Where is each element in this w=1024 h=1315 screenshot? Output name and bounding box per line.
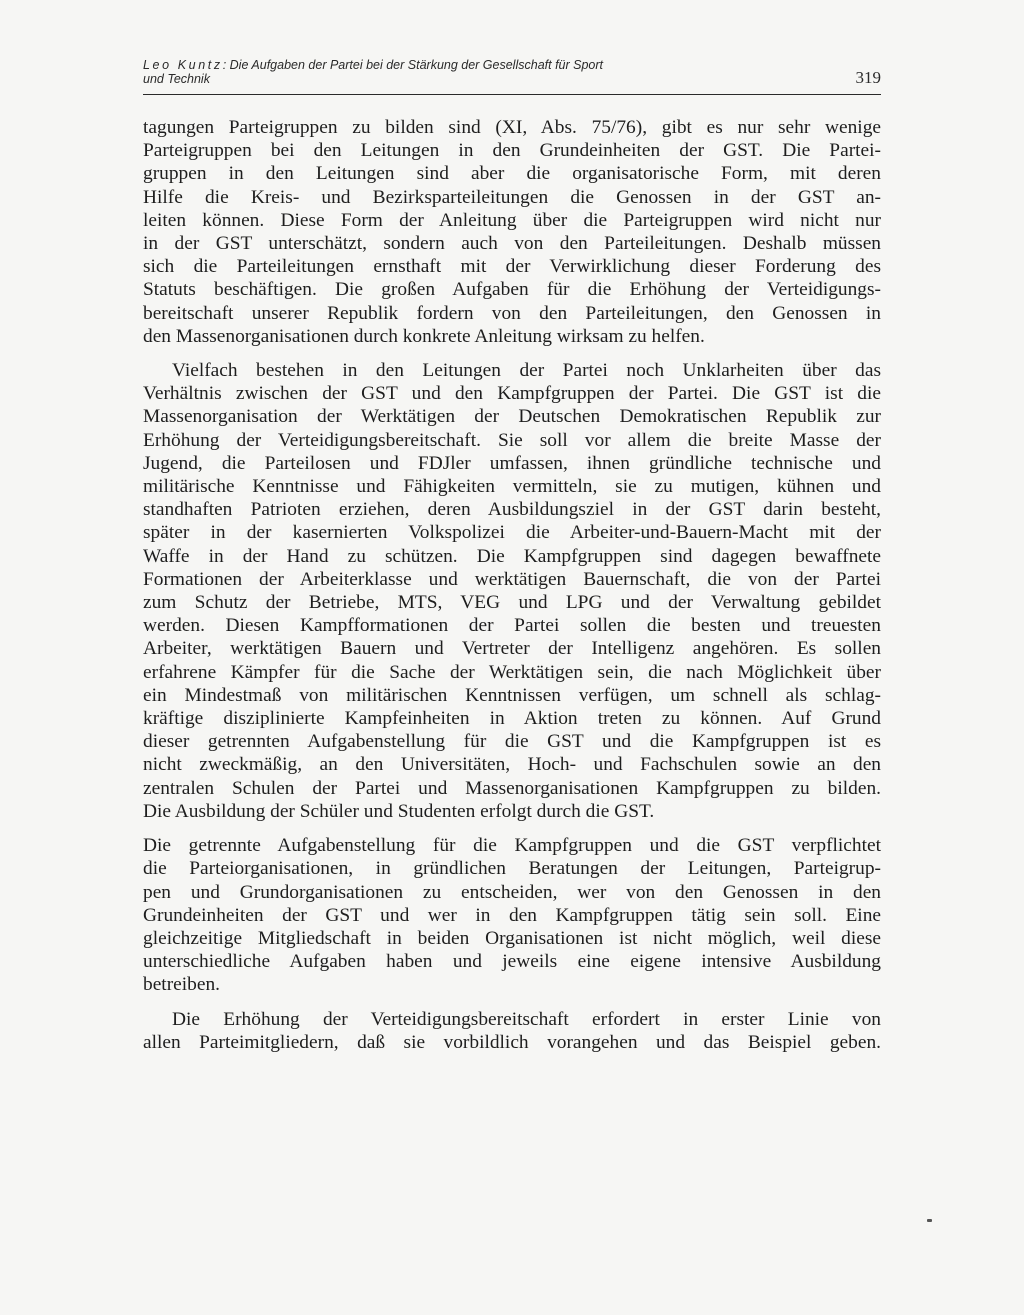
- text-line: später in der kasernierten Volkspolizei die Arbeiter-und-Bauern-Macht mit der: [143, 522, 881, 544]
- text-line: betreiben.: [143, 974, 220, 996]
- text-line: zum Schutz der Betriebe, MTS, VEG und LPG und der Verwaltung gebildet: [143, 592, 881, 614]
- header-author: Leo Kuntz: [143, 58, 223, 72]
- text-line: standhaften Patrioten erziehen, deren Ausbildungsziel in der GST darin besteht,: [143, 499, 881, 521]
- running-title: [143, 58, 783, 86]
- text-line: militärische Kenntnisse und Fähigkeiten vermitteln, sie zu mutigen, kühnen und: [143, 476, 881, 498]
- text-line: Statuts beschäftigen. Die großen Aufgaben für die Erhöhung der Verteidigungs-: [143, 279, 881, 301]
- text-line: erfahrene Kämpfer für die Sache der Werktätigen sein, die nach Möglichkeit über: [143, 661, 881, 683]
- text-line: kräftige disziplinierte Kampfeinheiten in Aktion treten zu können. Auf Grund: [143, 708, 881, 730]
- text-line: Massenorganisation der Werktätigen der Deutschen Demokratischen Republik zur: [143, 406, 881, 428]
- ink-speck: [927, 1219, 932, 1222]
- paragraph-1: [143, 116, 881, 348]
- text-line: Arbeiter, werktätigen Bauern und Vertreter der Intelligenz angehören. Es sollen: [143, 638, 881, 660]
- header-title-line-1: : Die Aufgaben der Partei bei der Stärkung der Gesellschaft für Sport: [222, 58, 604, 72]
- text-line: bereitschaft unserer Republik fordern von den Parteileitungen, den Genossen in: [143, 302, 881, 324]
- text-line: Formationen der Arbeiterklasse und werktätigen Bauernschaft, die von der Partei: [143, 568, 881, 590]
- text-line: sich die Parteileitungen ernsthaft mit der Verwirklichung dieser Forderung des: [143, 256, 881, 278]
- text-line: Die Ausbildung der Schüler und Studenten erfolgt durch die GST.: [143, 800, 655, 822]
- text-line: gruppen in den Leitungen sind aber die organisatorische Form, mit deren: [143, 163, 881, 185]
- text-line: in der GST unterschätzt, sondern auch von den Parteileitungen. Deshalb müssen: [143, 233, 881, 255]
- paragraph-2: [143, 359, 881, 823]
- text-line: allen Parteimitgliedern, daß sie vorbildlich vorangehen und das Beispiel geben.: [143, 1031, 881, 1053]
- text-line: tagungen Parteigruppen zu bilden sind (XI, Abs. 75/76), gibt es nur sehr wenige: [143, 117, 881, 138]
- text-line: Vielfach bestehen in den Leitungen der Partei noch Unklarheiten über das: [172, 360, 881, 382]
- text-line: werden. Diesen Kampfformationen der Partei sollen die besten und treuesten: [143, 615, 881, 637]
- text-line: dieser getrennten Aufgabenstellung für die GST und die Kampfgruppen ist es: [143, 731, 881, 753]
- text-line: Hilfe die Kreis- und Bezirksparteileitungen die Genossen in der GST an-: [143, 186, 881, 208]
- text-line: Die Erhöhung der Verteidigungsbereitschaft erfordert in erster Linie von: [172, 1008, 881, 1030]
- page-number: 319: [855, 68, 881, 87]
- text-line: die Parteiorganisationen, in gründlichen Beratungen der Leitungen, Parteigrup-: [143, 858, 881, 880]
- text-line: pen und Grundorganisationen zu entscheiden, wer von den Genossen in den: [143, 881, 881, 903]
- text-line: Verhältnis zwischen der GST und den Kampfgruppen der Partei. Die GST ist die: [143, 383, 881, 405]
- text-line: Die getrennte Aufgabenstellung für die Kampfgruppen und die GST verpflichtet: [143, 835, 881, 857]
- running-header: [143, 58, 881, 95]
- text-line: den Massenorganisationen durch konkrete Anleitung wirksam zu helfen.: [143, 325, 705, 347]
- paragraph-3: [143, 834, 881, 996]
- body-text: [143, 116, 881, 1065]
- paragraph-4: [143, 1008, 881, 1054]
- text-line: nicht zweckmäßig, an den Universitäten, Hoch- und Fachschulen sowie an den: [143, 754, 881, 776]
- text-line: unterschiedliche Aufgaben haben und jeweils eine eigene intensive Ausbildung: [143, 951, 881, 973]
- text-line: ein Mindestmaß von militärischen Kenntnissen verfügen, um schnell als schlag-: [143, 684, 881, 706]
- text-line: leiten können. Diese Form der Anleitung über die Parteigruppen wird nicht nur: [143, 209, 881, 231]
- text-line: Jugend, die Parteilosen und FDJler umfassen, ihnen gründliche technische und: [143, 452, 881, 474]
- text-line: Grundeinheiten der GST und wer in den Kampfgruppen tätig sein soll. Eine: [143, 904, 881, 926]
- text-line: Waffe in der Hand zu schützen. Die Kampfgruppen sind dagegen bewaffnete: [143, 545, 881, 567]
- header-title-line-2: und Technik: [143, 72, 210, 86]
- text-line: zentralen Schulen der Partei und Massenorganisationen Kampfgruppen zu bilden.: [143, 777, 881, 799]
- text-line: Erhöhung der Verteidigungsbereitschaft. Sie soll vor allem die breite Masse der: [143, 429, 881, 451]
- text-line: Parteigruppen bei den Leitungen in den Grundeinheiten der GST. Die Partei-: [143, 140, 881, 162]
- text-line: gleichzeitige Mitgliedschaft in beiden Organisationen ist nicht möglich, weil diese: [143, 927, 881, 949]
